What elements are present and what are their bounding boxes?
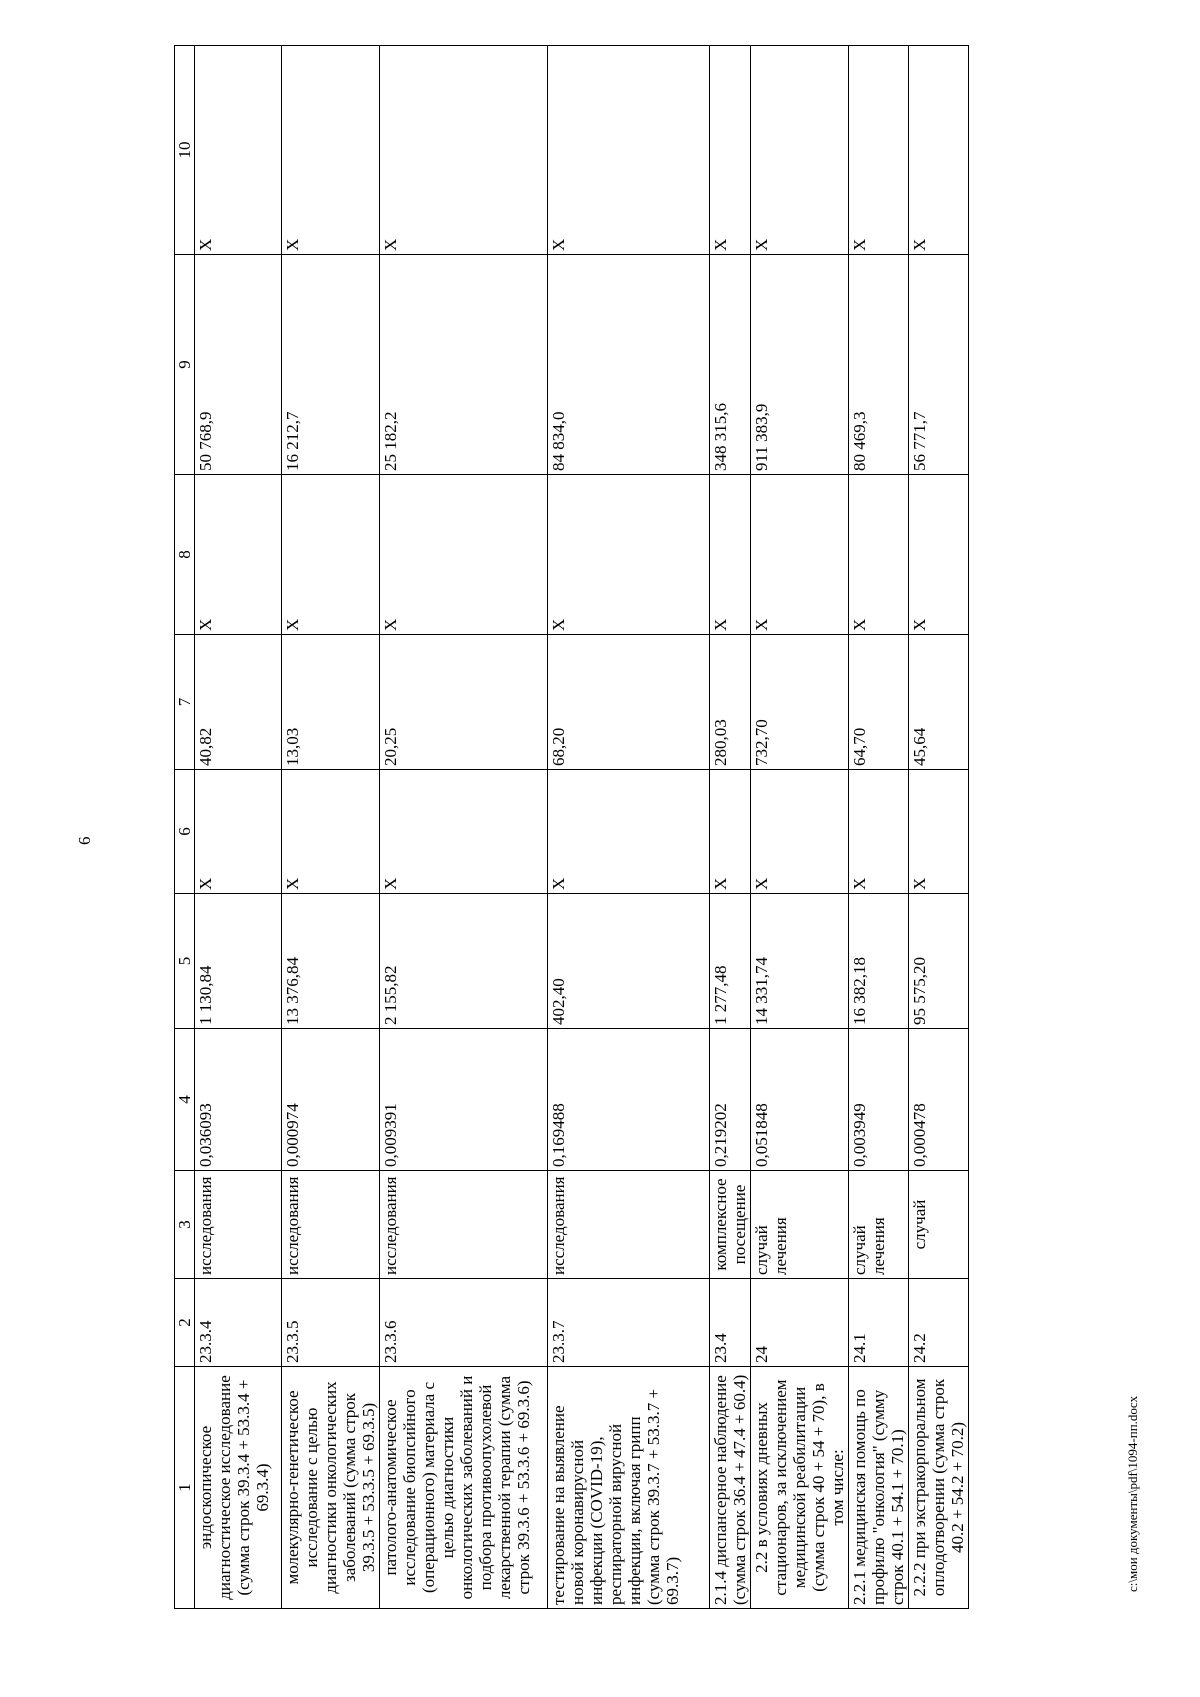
unit-cell: исследования [548, 1171, 710, 1279]
table-row [380, 46, 548, 1609]
col7-cell: 13,03 [282, 635, 380, 770]
row-code-cell: 23.3.4 [195, 1279, 282, 1367]
col10-cell: X [751, 46, 849, 255]
table-row [548, 46, 710, 1609]
col5-cell: 1 130,84 [195, 894, 282, 1029]
col4-cell: 0,003949 [849, 1029, 909, 1171]
col9-cell: 56 771,7 [909, 255, 969, 475]
col8-cell: X [282, 475, 380, 635]
col6-cell: X [380, 770, 548, 894]
table-row [710, 46, 751, 1609]
row-code-cell: 23.3.6 [380, 1279, 548, 1367]
col6-cell: X [849, 770, 909, 894]
col10-cell: X [380, 46, 548, 255]
col5-cell: 14 331,74 [751, 894, 849, 1029]
col4-cell: 0,000974 [282, 1029, 380, 1171]
data-table [174, 45, 969, 1609]
col10-cell: X [548, 46, 710, 255]
col7-cell: 45,64 [909, 635, 969, 770]
col8-cell: X [380, 475, 548, 635]
page-number: 6 [75, 836, 94, 845]
col4-cell: 0,000478 [909, 1029, 969, 1171]
col6-cell: X [282, 770, 380, 894]
col7-cell: 40,82 [195, 635, 282, 770]
header-cell: 5 [175, 894, 195, 1029]
col4-cell: 0,036093 [195, 1029, 282, 1171]
col10-cell: X [849, 46, 909, 255]
col7-cell: 732,70 [751, 635, 849, 770]
table-row [751, 46, 849, 1609]
unit-cell: исследования [195, 1171, 282, 1279]
col4-cell: 0,009391 [380, 1029, 548, 1171]
indicator-name-cell: тестирование на выявление новой коронавирусной инфекции (COVID-19), респираторной вирусной инфекции, включая грипп (сумма строк 39.3.7 + 53.3.7 + 69.3.7) [548, 1367, 710, 1609]
col7-cell: 280,03 [710, 635, 751, 770]
indicator-name-cell: 2.1.4 диспансерное наблюдение (сумма строк 36.4 + 47.4 + 60.4) [710, 1367, 751, 1609]
col9-cell: 84 834,0 [548, 255, 710, 475]
col7-cell: 64,70 [849, 635, 909, 770]
col10-cell: X [195, 46, 282, 255]
col9-cell: 348 315,6 [710, 255, 751, 475]
indicator-name-cell: эндоскопическое диагностическое исследование (сумма строк 39.3.4 + 53.3.4 + 69.3.4) [195, 1367, 282, 1609]
unit-cell: случай лечения [849, 1171, 909, 1279]
col6-cell: X [710, 770, 751, 894]
col9-cell: 911 383,9 [751, 255, 849, 475]
row-code-cell: 23.4 [710, 1279, 751, 1367]
header-row [175, 46, 195, 1609]
table-row [849, 46, 909, 1609]
col8-cell: X [751, 475, 849, 635]
col5-cell: 402,40 [548, 894, 710, 1029]
unit-cell: случай лечения [751, 1171, 849, 1279]
col5-cell: 2 155,82 [380, 894, 548, 1029]
table-row [282, 46, 380, 1609]
table-row [909, 46, 969, 1609]
col5-cell: 16 382,18 [849, 894, 909, 1029]
col10-cell: X [909, 46, 969, 255]
col9-cell: 50 768,9 [195, 255, 282, 475]
col6-cell: X [195, 770, 282, 894]
header-cell: 3 [175, 1171, 195, 1279]
col7-cell: 68,20 [548, 635, 710, 770]
unit-cell: исследования [282, 1171, 380, 1279]
indicator-name-cell: 2.2.2 при экстракорпоральном оплодотворении (сумма строк 40.2 + 54.2 + 70.2) [909, 1367, 969, 1609]
col6-cell: X [751, 770, 849, 894]
col8-cell: X [548, 475, 710, 635]
header-cell: 2 [175, 1279, 195, 1367]
header-cell: 10 [175, 46, 195, 255]
rotated-table-container [174, 46, 1103, 1609]
indicator-name-cell: 2.2.1 медицинская помощь по профилю "онкология" (сумму строк 40.1 + 54.1 + 70.1) [849, 1367, 909, 1609]
col5-cell: 1 277,48 [710, 894, 751, 1029]
col6-cell: X [548, 770, 710, 894]
indicator-name-cell: 2.2 в условиях дневных стационаров, за исключением медицинской реабилитации (сумма строк 40 + 54 + 70), в том числе: [751, 1367, 849, 1609]
footer-file-path: c:\мои документы\pdf\1094-пп.docx [1125, 1395, 1140, 1592]
table-row [195, 46, 282, 1609]
col8-cell: X [195, 475, 282, 635]
col9-cell: 16 212,7 [282, 255, 380, 475]
unit-cell: комплексное посещение [710, 1171, 751, 1279]
indicator-name-cell: патолого-анатомическое исследование биопсийного (операционного) материала с целью диагностики онкологических заболеваний и подбора противоопухолевой лекарственной терапии (сумма строк 39.3.6 + 53.3.6 + 69.3.6) [380, 1367, 548, 1609]
col8-cell: X [710, 475, 751, 635]
header-cell: 9 [175, 255, 195, 475]
row-code-cell: 24.2 [909, 1279, 969, 1367]
col8-cell: X [849, 475, 909, 635]
col4-cell: 0,219202 [710, 1029, 751, 1171]
col5-cell: 95 575,20 [909, 894, 969, 1029]
header-cell: 8 [175, 475, 195, 635]
row-code-cell: 24 [751, 1279, 849, 1367]
col8-cell: X [909, 475, 969, 635]
col4-cell: 0,051848 [751, 1029, 849, 1171]
header-cell: 4 [175, 1029, 195, 1171]
header-cell: 1 [175, 1367, 195, 1609]
unit-cell: исследования [380, 1171, 548, 1279]
header-cell: 6 [175, 770, 195, 894]
indicator-name-cell: молекулярно-генетическое исследование с целью диагностики онкологических заболеваний (сумма строк 39.3.5 + 53.3.5 + 69.3.5) [282, 1367, 380, 1609]
header-cell: 7 [175, 635, 195, 770]
row-code-cell: 23.3.5 [282, 1279, 380, 1367]
col10-cell: X [282, 46, 380, 255]
row-code-cell: 24.1 [849, 1279, 909, 1367]
col10-cell: X [710, 46, 751, 255]
col5-cell: 13 376,84 [282, 894, 380, 1029]
col9-cell: 80 469,3 [849, 255, 909, 475]
row-code-cell: 23.3.7 [548, 1279, 710, 1367]
col7-cell: 20,25 [380, 635, 548, 770]
col9-cell: 25 182,2 [380, 255, 548, 475]
unit-cell: случай [909, 1171, 969, 1279]
col4-cell: 0,169488 [548, 1029, 710, 1171]
col6-cell: X [909, 770, 969, 894]
